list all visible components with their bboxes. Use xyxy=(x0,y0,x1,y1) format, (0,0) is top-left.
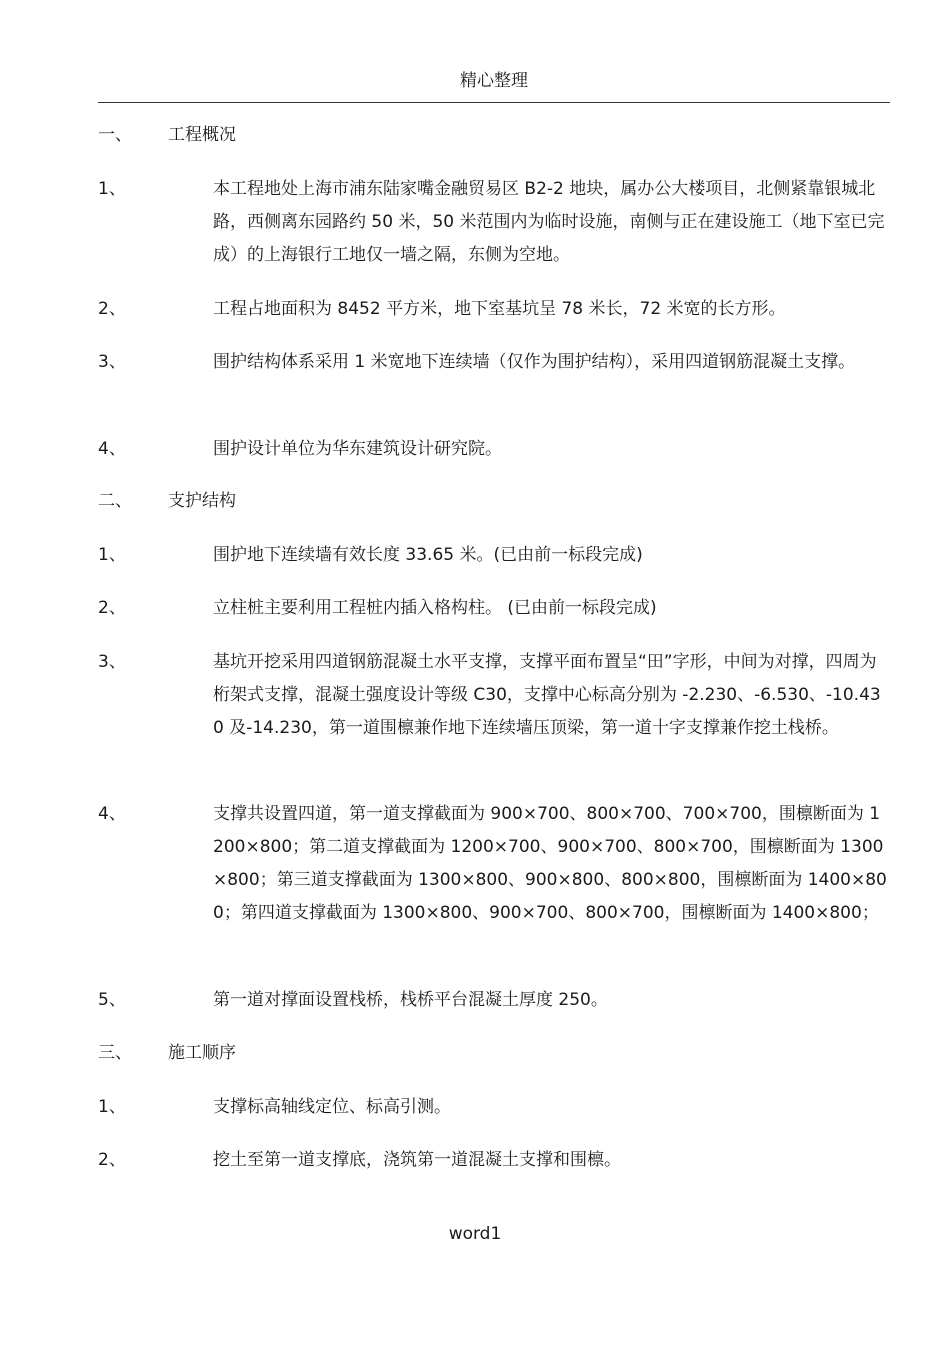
list-item xyxy=(98,293,890,326)
item-text: 工程占地面积为 8452 平方米，地下室基坑呈 78 米长，72 米宽的长方形。 xyxy=(213,299,786,319)
item-number: 4、 xyxy=(98,804,126,824)
list-item xyxy=(98,592,890,625)
item-number: 3、 xyxy=(98,352,126,372)
section-title: 施工顺序 xyxy=(168,1043,236,1063)
page-header: 精心整理 xyxy=(460,71,528,91)
list-item xyxy=(98,433,890,466)
section-title: 支护结构 xyxy=(168,491,236,511)
item-text: 挖土至第一道支撑底，浇筑第一道混凝土支撑和围檩。 xyxy=(213,1150,621,1170)
item-text: 第一道对撑面设置栈桥，栈桥平台混凝土厚度 250。 xyxy=(213,990,608,1010)
item-number: 4、 xyxy=(98,439,126,459)
list-item xyxy=(98,984,890,1017)
item-number: 2、 xyxy=(98,299,126,319)
item-text: 支撑标高轴线定位、标高引测。 xyxy=(213,1097,451,1117)
list-item xyxy=(98,798,890,930)
section-title: 工程概况 xyxy=(168,125,236,145)
list-item xyxy=(98,539,890,572)
header-divider xyxy=(98,102,890,103)
item-text: 本工程地处上海市浦东陆家嘴金融贸易区 B2-2 地块，属办公大楼项目，北侧紧靠银城北路，西侧离东园路约 50 米，50 米范围内为临时设施，南侧与正在建设施工（地下室已完成）的上海银行工地仅一墙之隔，东侧为空地。 xyxy=(213,179,885,265)
item-number: 1、 xyxy=(98,179,126,199)
item-number: 1、 xyxy=(98,1097,126,1117)
item-text: 支撑共设置四道，第一道支撑截面为 900×700、800×700、700×700，围檩断面为 1200×800；第二道支撑截面为 1200×700、900×700、800×700，围檩断面为 1300×800；第三道支撑截面为 1300×800、900×800、800×800，围檩断面为 1400×800；第四道支撑截面为 1300×800、900×700、800×700，围檩断面为 1400×800； xyxy=(213,804,887,923)
list-item xyxy=(98,646,890,745)
item-number: 5、 xyxy=(98,990,126,1010)
item-number: 3、 xyxy=(98,652,126,672)
page-footer: word1 xyxy=(448,1224,502,1244)
item-number: 2、 xyxy=(98,598,126,618)
item-text: 基坑开挖采用四道钢筋混凝土水平支撑，支撑平面布置呈“田”字形，中间为对撑，四周为桁架式支撑，混凝土强度设计等级 C30，支撑中心标高分别为 -2.230、-6.530、-10.430 及-14.230，第一道围檩兼作地下连续墙压顶梁，第一道十字支撑兼作挖土栈桥。 xyxy=(213,652,881,738)
item-text: 围护结构体系采用 1 米宽地下连续墙（仅作为围护结构），采用四道钢筋混凝土支撑。 xyxy=(213,352,856,372)
item-number: 1、 xyxy=(98,545,126,565)
list-item xyxy=(98,1091,890,1124)
item-text: 围护设计单位为华东建筑设计研究院。 xyxy=(213,439,502,459)
list-item xyxy=(98,346,890,379)
item-number: 2、 xyxy=(98,1150,126,1170)
list-item xyxy=(98,173,890,272)
section-number: 三、 xyxy=(98,1043,132,1063)
section-number: 一、 xyxy=(98,125,132,145)
section-number: 二、 xyxy=(98,491,132,511)
list-item xyxy=(98,1144,890,1177)
item-text: 立柱桩主要利用工程桩内插入格构柱。 (已由前一标段完成) xyxy=(213,598,657,618)
item-text: 围护地下连续墙有效长度 33.65 米。(已由前一标段完成) xyxy=(213,545,643,565)
